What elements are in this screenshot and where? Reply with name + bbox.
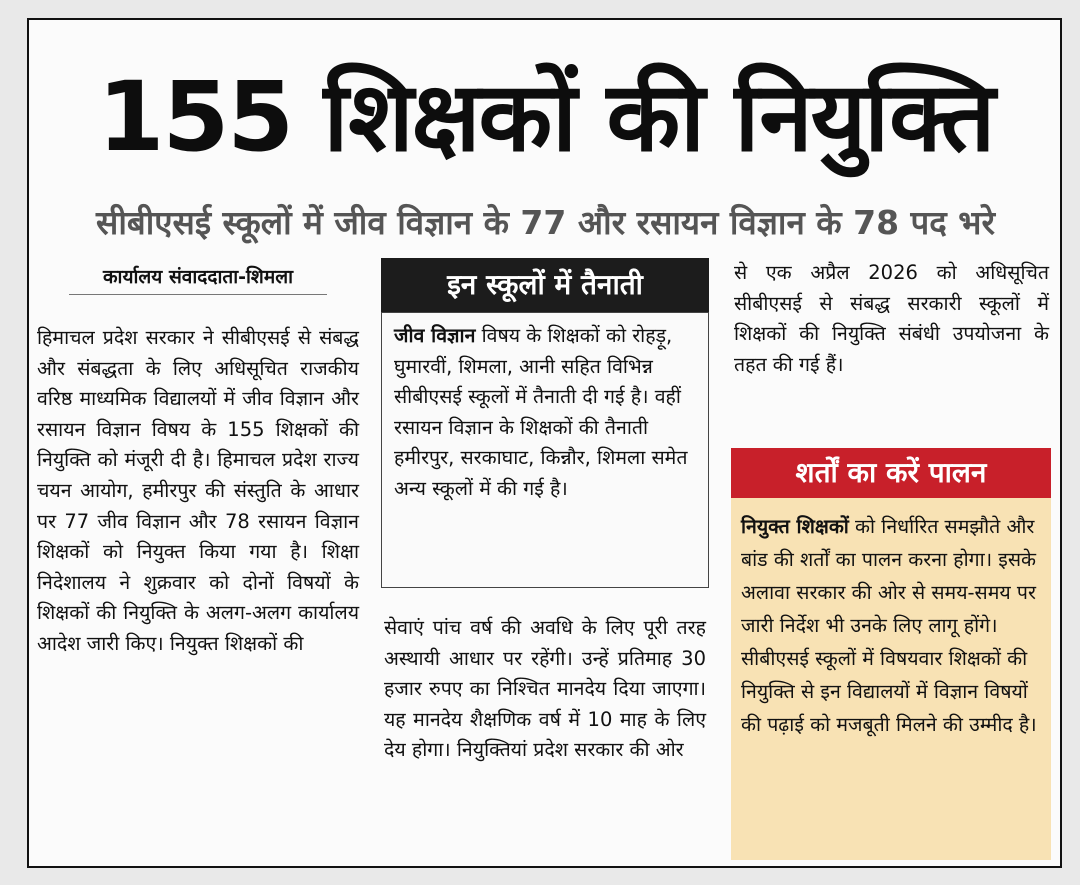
article-column-2: सेवाएं पांच वर्ष की अवधि के लिए पूरी तरह अस्थायी आधार पर रहेंगी। उन्हें प्रतिमाह 30 हजार रुपए का निश्चित मानदेय दिया जाएगा। यह मानदेय शैक्षणिक वर्ष में 10 माह के लिए देय होगा। नियुक्तियां प्रदेश सरकार की ओर — [384, 616, 706, 762]
sidebar-box-postings — [381, 312, 709, 588]
box-lead-text: जीव विज्ञान — [394, 324, 476, 347]
article-column-3: से एक अप्रैल 2026 को अधिसूचित सीबीएसई से संबद्ध सरकारी स्कूलों में शिक्षकों की नियुक्ति संबंधी उपयोजना के तहत की गई हैं। — [734, 261, 1049, 376]
headline: 155 शिक्षकों की नियुक्ति — [97, 61, 994, 173]
box-lead-text: नियुक्त शिक्षकों — [741, 515, 849, 538]
box-body-text: को निर्धारित समझौते और बांड की शर्तों का पालन करना होगा। इसके अलावा सरकार की ओर से समय-समय पर जारी निर्देश भी उनके लिए लागू होंगे। सीबीएसई स्कूलों में विषयवार शिक्षकों की नियुक्ति से इन विद्यालयों में विज्ञान विषयों की पढ़ाई को मजबूती मिलने की उम्मीद है। — [741, 515, 1037, 736]
newspaper-clipping — [27, 18, 1062, 868]
sidebar-box-conditions — [731, 498, 1051, 860]
sidebar-box-title-conditions: शर्तों का करें पालन — [731, 448, 1051, 498]
subheadline: सीबीएसई स्कूलों में जीव विज्ञान के 77 और रसायन विज्ञान के 78 पद भरे — [96, 203, 995, 242]
byline: कार्यालय संवाददाता-शिमला — [69, 260, 327, 295]
article-column-1: हिमाचल प्रदेश सरकार ने सीबीएसई से संबद्ध और संबद्धता के लिए अधिसूचित राजकीय वरिष्ठ माध्यमिक विद्यालयों में जीव विज्ञान और रसायन विज्ञान विषय के 155 शिक्षकों की नियुक्ति को मंजूरी दी है। हिमाचल प्रदेश राज्य चयन आयोग, हमीरपुर की संस्तुति के आधार पर 77 जीव विज्ञान और 78 रसायन विज्ञान शिक्षकों को नियुक्त किया गया है। शिक्षा निदेशालय ने शुक्रवार को दोनों विषयों के शिक्षकों की नियुक्ति के अलग-अलग कार्यालय आदेश जारी किए। नियुक्त शिक्षकों की — [37, 326, 359, 655]
box-body-text: विषय के शिक्षकों को रोहड़ू, घुमारवीं, शिमला, आनी सहित विभिन्न सीबीएसई स्कूलों में तैनाती दी गई है। वहीं रसायन विज्ञान के शिक्षकों की तैनाती हमीरपुर, सरकाघाट, किन्नौर, शिमला समेत अन्य स्कूलों में की गई है। — [394, 324, 688, 500]
sidebar-box-title-postings: इन स्कूलों में तैनाती — [381, 258, 709, 312]
